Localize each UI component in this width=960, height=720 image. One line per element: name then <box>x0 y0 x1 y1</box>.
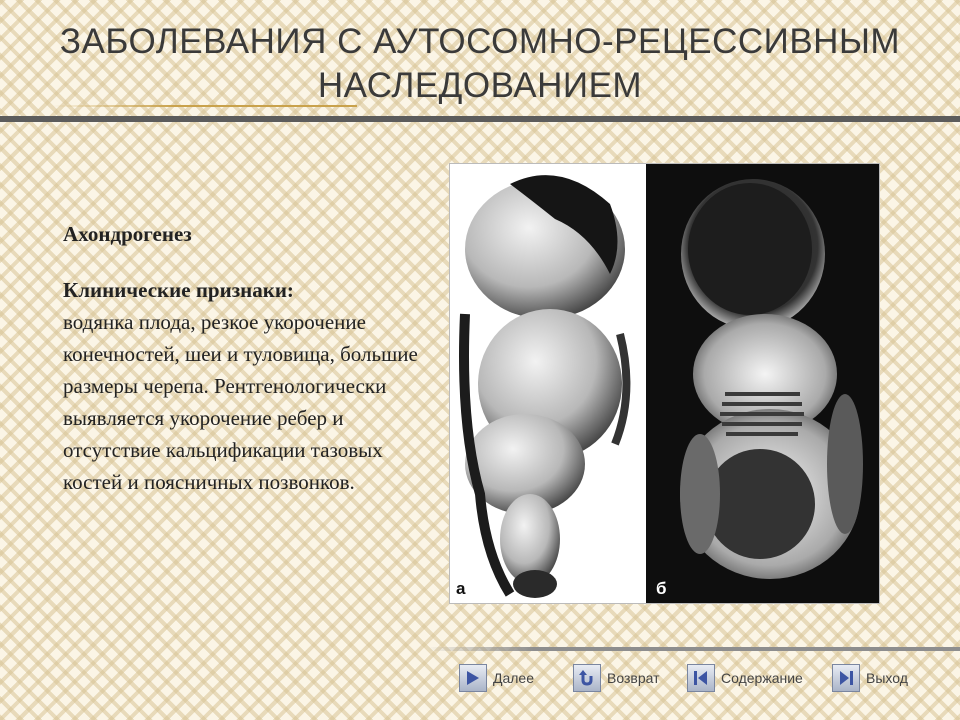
next-button[interactable] <box>459 662 534 694</box>
clinical-photo <box>449 163 880 604</box>
contents-label: Содержание <box>721 670 803 686</box>
panel-a-photo <box>450 164 646 603</box>
disease-heading: Ахондрогенез <box>63 222 192 246</box>
clinical-signs-label: Клинические признаки: <box>63 278 294 302</box>
nav-divider <box>427 647 960 651</box>
skip-to-end-icon <box>832 664 860 692</box>
contents-button[interactable] <box>687 662 803 694</box>
panel-a-label: а <box>456 579 466 598</box>
exit-label: Выход <box>866 670 908 686</box>
photo-illustration <box>450 164 879 603</box>
exit-button[interactable] <box>832 662 908 694</box>
next-label: Далее <box>493 670 535 686</box>
skip-to-start-icon <box>687 664 715 692</box>
content-text <box>63 218 433 498</box>
slide-title: ЗАБОЛЕВАНИЯ С АУТОСОМНО-РЕЦЕССИВНЫМ НАСЛЕДОВАНИЕМ <box>59 22 901 105</box>
clinical-signs-text: водянка плода, резкое укорочение конечностей, шеи и туловища, большие размеры черепа. Рентгенологически выявляется укорочение ребер и отсутствие кальцификации тазовых костей и поясничных позвонков. <box>63 310 418 494</box>
title-accent-rule <box>52 105 357 107</box>
slide-navigation <box>459 662 939 694</box>
clinical-description <box>63 274 433 498</box>
title-area <box>0 0 960 122</box>
title-divider <box>0 116 960 122</box>
panel-b-label: б <box>656 579 667 598</box>
play-icon <box>459 664 487 692</box>
back-label: Возврат <box>607 670 660 686</box>
panel-b-xray <box>646 164 879 603</box>
return-arrow-icon <box>573 664 601 692</box>
back-button[interactable] <box>573 662 660 694</box>
